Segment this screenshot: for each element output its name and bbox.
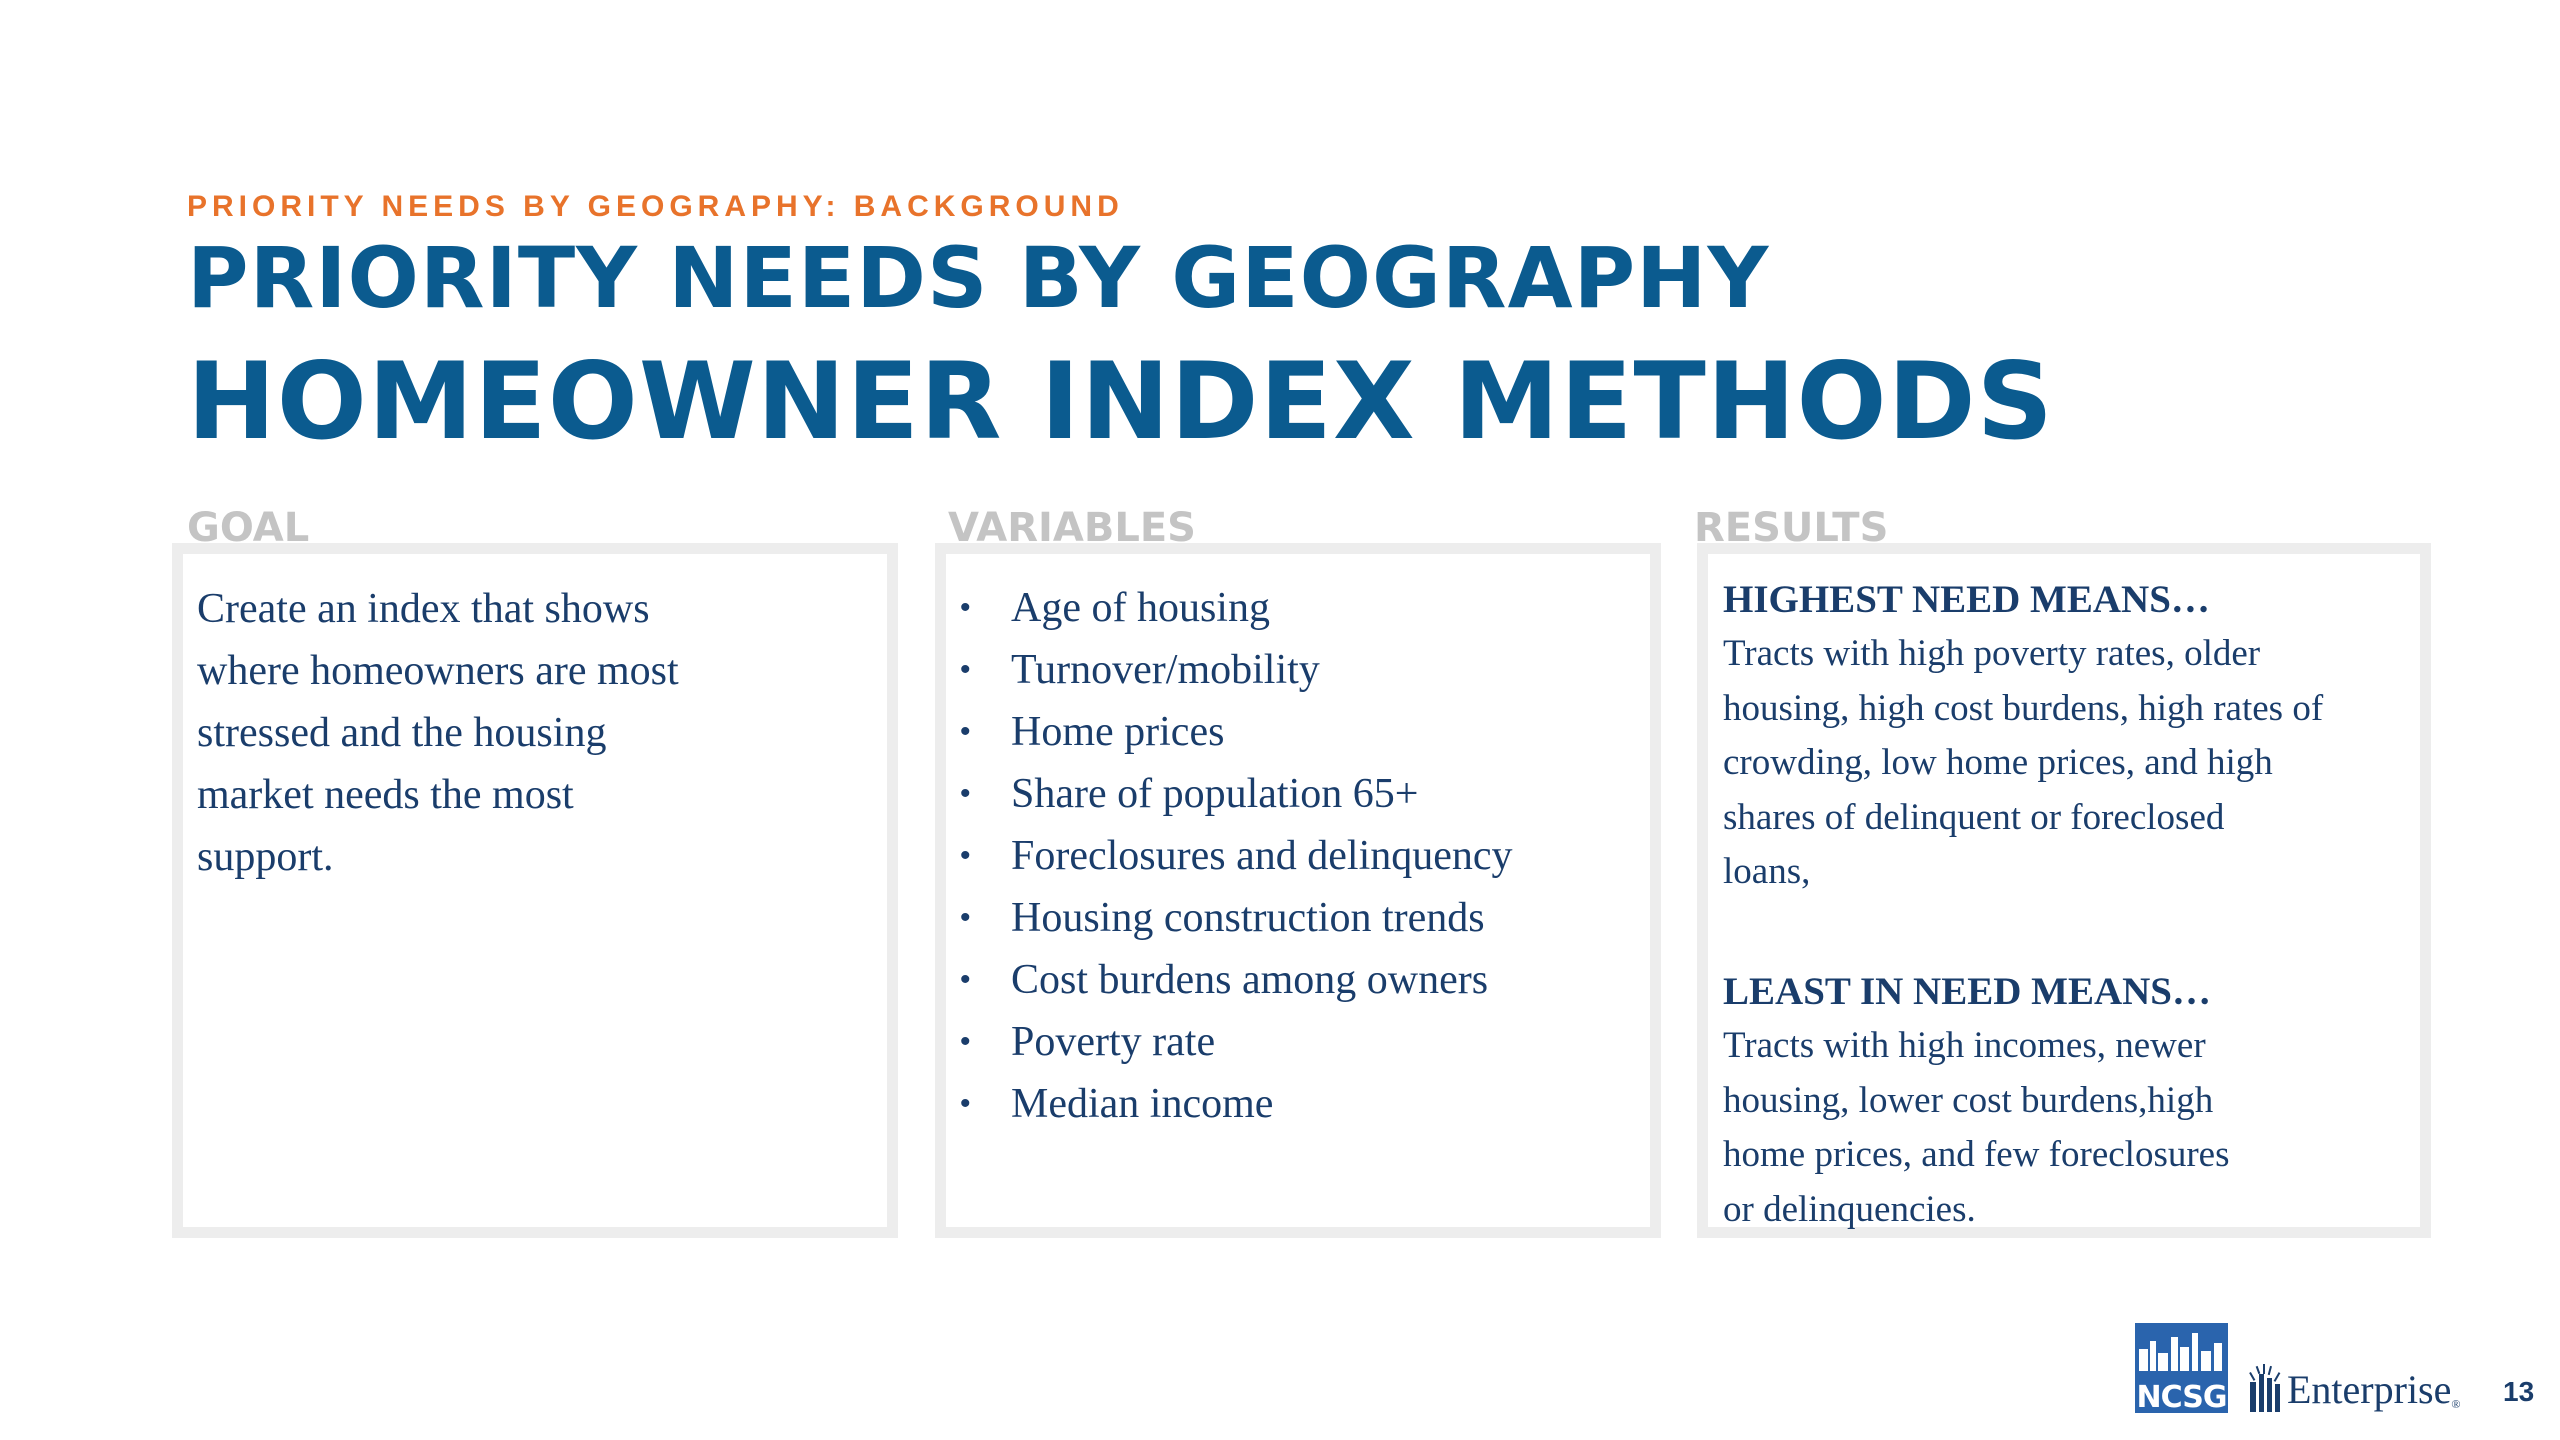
- least-need-line: or delinquencies.: [1723, 1188, 1976, 1230]
- goal-line: Create an index that shows: [197, 586, 650, 632]
- results-label: RESULTS: [1694, 505, 1889, 551]
- ncsg-logo-icon: [2135, 1323, 2228, 1413]
- goal-line: support.: [197, 834, 334, 880]
- variable-item: • Cost burdens among owners: [958, 949, 1638, 1011]
- least-need-text: [1723, 1019, 2413, 1237]
- least-need-line: Tracts with high incomes, newer: [1723, 1025, 2206, 1066]
- highest-need-text: [1723, 627, 2413, 900]
- least-need-heading: LEAST IN NEED MEANS…: [1723, 970, 2211, 1013]
- variable-item: • Share of population 65+: [958, 763, 1638, 825]
- enterprise-wheat-icon: [2247, 1364, 2285, 1412]
- goal-text: [197, 578, 817, 888]
- least-need-line: home prices, and few foreclosures: [1723, 1134, 2230, 1175]
- variables-list: [958, 577, 1638, 1135]
- variable-item: • Housing construction trends: [958, 887, 1638, 949]
- highest-need-line: loans,: [1723, 851, 1811, 892]
- highest-need-line: Tracts with high poverty rates, older: [1723, 633, 2261, 674]
- variable-item: • Home prices: [958, 701, 1638, 763]
- enterprise-logo: [2247, 1358, 2461, 1412]
- slide-title-line-1: PRIORITY NEEDS BY GEOGRAPHY: [187, 229, 1770, 327]
- highest-need-heading: HIGHEST NEED MEANS…: [1723, 578, 2210, 621]
- goal-label: GOAL: [187, 505, 310, 551]
- least-need-line: housing, lower cost burdens,high: [1723, 1079, 2214, 1121]
- enterprise-registered-mark: ®: [2451, 1397, 2461, 1411]
- svg-text:NCSG: NCSG: [2136, 1380, 2227, 1413]
- variable-item: • Turnover/mobility: [958, 639, 1638, 701]
- goal-line: where homeowners are most: [197, 648, 679, 694]
- variable-item: • Age of housing: [958, 577, 1638, 639]
- highest-need-line: crowding, low home prices, and high: [1723, 742, 2273, 783]
- highest-need-line: shares of delinquent or foreclosed: [1723, 796, 2225, 838]
- highest-need-block: [1723, 573, 2413, 900]
- variable-item: • Foreclosures and delinquency: [958, 825, 1638, 887]
- goal-line: market needs the most: [197, 772, 574, 818]
- variable-item: • Median income: [958, 1073, 1638, 1135]
- variables-label: VARIABLES: [948, 505, 1196, 551]
- variable-item: • Poverty rate: [958, 1011, 1638, 1073]
- slide-kicker: PRIORITY NEEDS BY GEOGRAPHY: BACKGROUND: [187, 190, 1124, 223]
- slide-title-line-2: HOMEOWNER INDEX METHODS: [187, 340, 2054, 463]
- highest-need-line: housing, high cost burdens, high rates of: [1723, 687, 2324, 729]
- enterprise-wordmark: Enterprise: [2287, 1367, 2452, 1412]
- page-number: 13: [2503, 1376, 2535, 1407]
- least-need-block: [1723, 965, 2413, 1237]
- goal-line: stressed and the housing: [197, 710, 607, 756]
